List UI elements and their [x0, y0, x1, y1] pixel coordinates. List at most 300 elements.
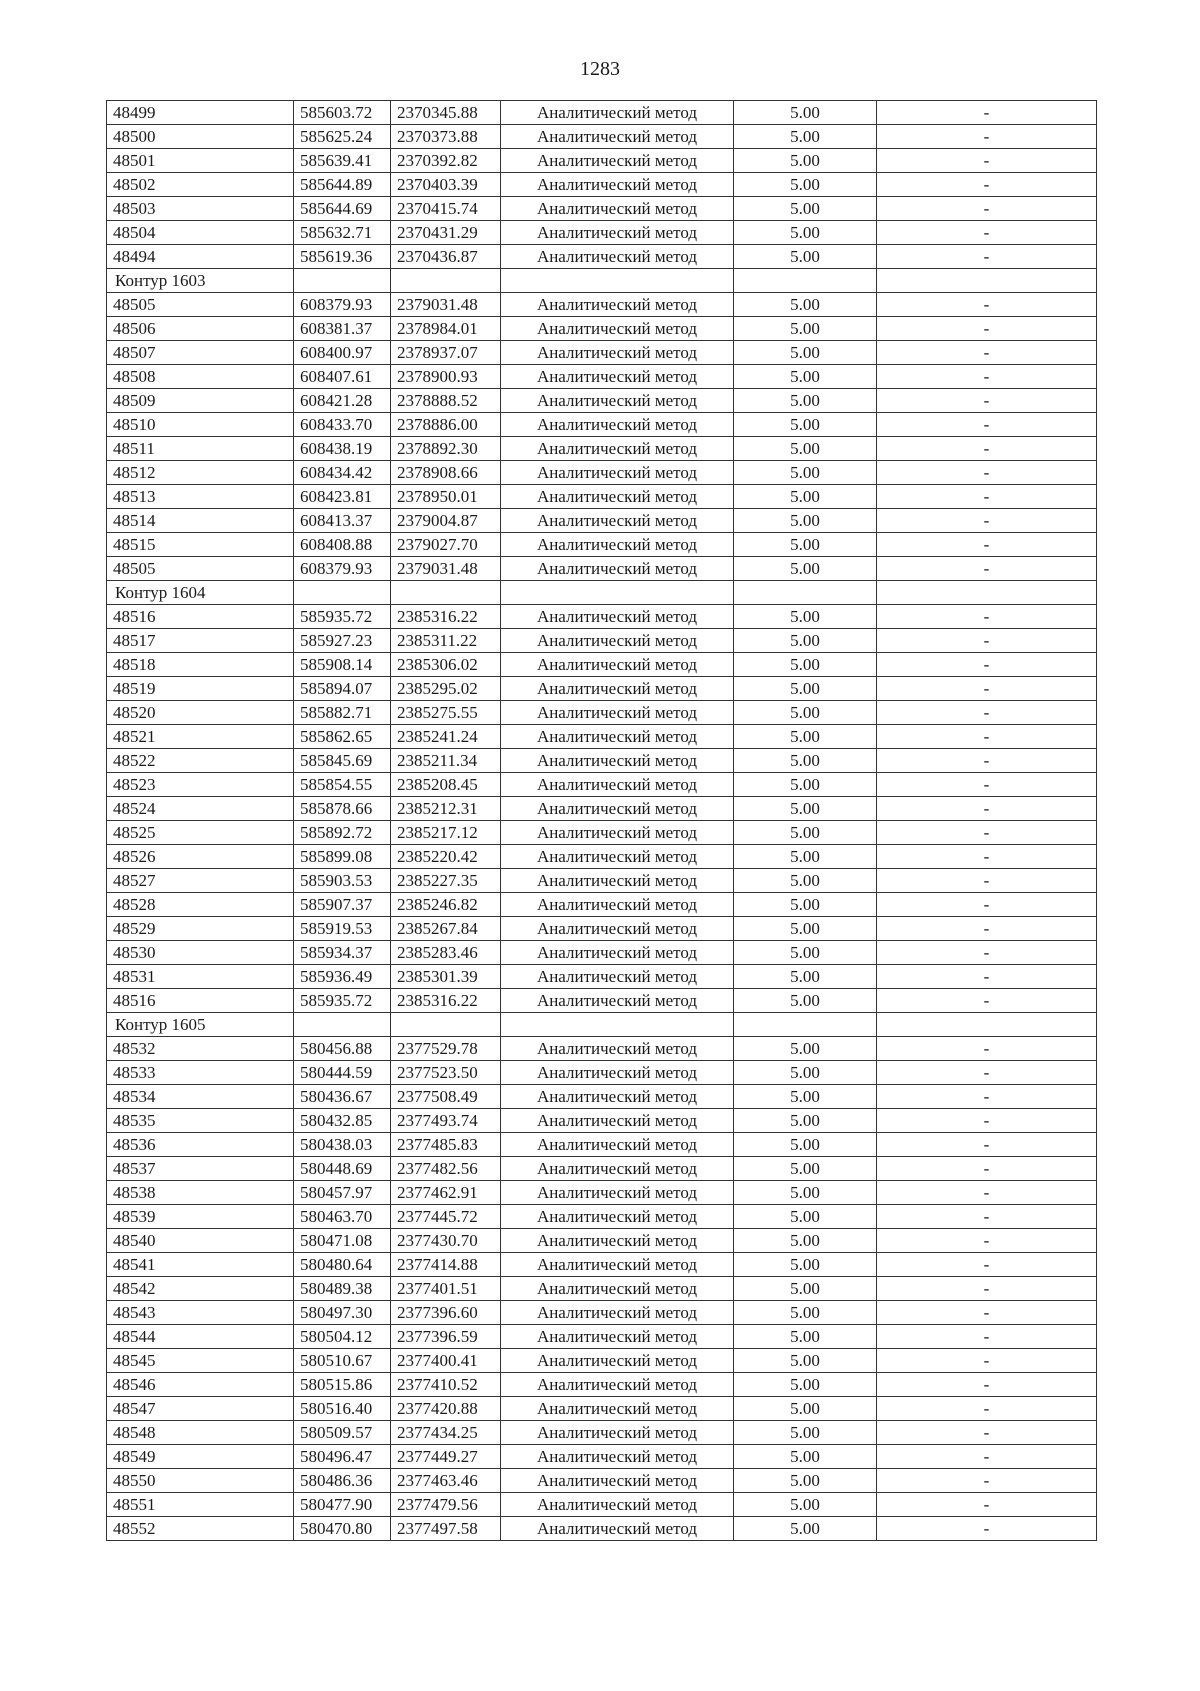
y-coordinate-cell: 2385295.02: [391, 677, 501, 701]
note-cell: -: [877, 965, 1097, 989]
y-coordinate-cell: 2370431.29: [391, 221, 501, 245]
contour-label: Контур 1605: [107, 1013, 294, 1037]
point-id-cell: 48502: [107, 173, 294, 197]
y-coordinate-cell: 2385217.12: [391, 821, 501, 845]
x-coordinate-cell: 585936.49: [294, 965, 391, 989]
point-id-cell: 48542: [107, 1277, 294, 1301]
accuracy-cell: 5.00: [734, 365, 877, 389]
note-cell: -: [877, 1445, 1097, 1469]
point-id-cell: 48529: [107, 917, 294, 941]
table-row: [107, 605, 1097, 629]
note-cell: -: [877, 845, 1097, 869]
point-id-cell: 48505: [107, 557, 294, 581]
table-row: [107, 509, 1097, 533]
accuracy-cell: 5.00: [734, 1157, 877, 1181]
x-coordinate-cell: 608381.37: [294, 317, 391, 341]
table-row: [107, 1325, 1097, 1349]
table-row: [107, 797, 1097, 821]
point-id-cell: 48516: [107, 605, 294, 629]
note-cell: -: [877, 557, 1097, 581]
accuracy-cell: 5.00: [734, 389, 877, 413]
x-coordinate-cell: 585919.53: [294, 917, 391, 941]
table-row: [107, 773, 1097, 797]
note-cell: -: [877, 149, 1097, 173]
accuracy-cell: 5.00: [734, 773, 877, 797]
note-cell: -: [877, 509, 1097, 533]
accuracy-cell: 5.00: [734, 101, 877, 125]
point-id-cell: 48526: [107, 845, 294, 869]
accuracy-cell: 5.00: [734, 1229, 877, 1253]
point-id-cell: 48511: [107, 437, 294, 461]
method-cell: Аналитический метод: [501, 821, 734, 845]
note-cell: -: [877, 1085, 1097, 1109]
table-row: [107, 845, 1097, 869]
accuracy-cell: 5.00: [734, 845, 877, 869]
method-cell: Аналитический метод: [501, 1157, 734, 1181]
empty-cell: [294, 581, 391, 605]
accuracy-cell: 5.00: [734, 1037, 877, 1061]
accuracy-cell: 5.00: [734, 1517, 877, 1541]
table-row: [107, 1517, 1097, 1541]
y-coordinate-cell: 2385311.22: [391, 629, 501, 653]
note-cell: -: [877, 677, 1097, 701]
accuracy-cell: 5.00: [734, 1085, 877, 1109]
note-cell: -: [877, 293, 1097, 317]
x-coordinate-cell: 585894.07: [294, 677, 391, 701]
y-coordinate-cell: 2377449.27: [391, 1445, 501, 1469]
y-coordinate-cell: 2378908.66: [391, 461, 501, 485]
x-coordinate-cell: 608408.88: [294, 533, 391, 557]
accuracy-cell: 5.00: [734, 245, 877, 269]
table-row: [107, 125, 1097, 149]
x-coordinate-cell: 608400.97: [294, 341, 391, 365]
point-id-cell: 48534: [107, 1085, 294, 1109]
y-coordinate-cell: 2378937.07: [391, 341, 501, 365]
x-coordinate-cell: 608407.61: [294, 365, 391, 389]
y-coordinate-cell: 2385220.42: [391, 845, 501, 869]
x-coordinate-cell: 580444.59: [294, 1061, 391, 1085]
point-id-cell: 48514: [107, 509, 294, 533]
empty-cell: [294, 1013, 391, 1037]
point-id-cell: 48536: [107, 1133, 294, 1157]
empty-cell: [501, 581, 734, 605]
y-coordinate-cell: 2377414.88: [391, 1253, 501, 1277]
note-cell: -: [877, 1277, 1097, 1301]
method-cell: Аналитический метод: [501, 173, 734, 197]
accuracy-cell: 5.00: [734, 1253, 877, 1277]
table-row: [107, 1421, 1097, 1445]
table-row: [107, 365, 1097, 389]
point-id-cell: 48507: [107, 341, 294, 365]
note-cell: -: [877, 389, 1097, 413]
note-cell: -: [877, 1133, 1097, 1157]
x-coordinate-cell: 580510.67: [294, 1349, 391, 1373]
point-id-cell: 48552: [107, 1517, 294, 1541]
empty-cell: [734, 1013, 877, 1037]
point-id-cell: 48505: [107, 293, 294, 317]
y-coordinate-cell: 2385227.35: [391, 869, 501, 893]
empty-cell: [501, 269, 734, 293]
y-coordinate-cell: 2377482.56: [391, 1157, 501, 1181]
method-cell: Аналитический метод: [501, 1037, 734, 1061]
accuracy-cell: 5.00: [734, 197, 877, 221]
contour-header-row: [107, 581, 1097, 605]
y-coordinate-cell: 2377493.74: [391, 1109, 501, 1133]
y-coordinate-cell: 2377434.25: [391, 1421, 501, 1445]
accuracy-cell: 5.00: [734, 653, 877, 677]
x-coordinate-cell: 580432.85: [294, 1109, 391, 1133]
table-row: [107, 1133, 1097, 1157]
method-cell: Аналитический метод: [501, 197, 734, 221]
point-id-cell: 48509: [107, 389, 294, 413]
x-coordinate-cell: 608379.93: [294, 557, 391, 581]
method-cell: Аналитический метод: [501, 1469, 734, 1493]
x-coordinate-cell: 580480.64: [294, 1253, 391, 1277]
table-row: [107, 941, 1097, 965]
method-cell: Аналитический метод: [501, 557, 734, 581]
empty-cell: [877, 581, 1097, 605]
y-coordinate-cell: 2385211.34: [391, 749, 501, 773]
note-cell: -: [877, 221, 1097, 245]
accuracy-cell: 5.00: [734, 965, 877, 989]
x-coordinate-cell: 585878.66: [294, 797, 391, 821]
x-coordinate-cell: 580463.70: [294, 1205, 391, 1229]
empty-cell: [391, 581, 501, 605]
y-coordinate-cell: 2377529.78: [391, 1037, 501, 1061]
accuracy-cell: 5.00: [734, 701, 877, 725]
note-cell: -: [877, 101, 1097, 125]
table-row: [107, 485, 1097, 509]
x-coordinate-cell: 580436.67: [294, 1085, 391, 1109]
x-coordinate-cell: 580457.97: [294, 1181, 391, 1205]
point-id-cell: 48550: [107, 1469, 294, 1493]
note-cell: -: [877, 605, 1097, 629]
table-row: [107, 293, 1097, 317]
note-cell: -: [877, 1397, 1097, 1421]
method-cell: Аналитический метод: [501, 365, 734, 389]
contour-header-row: [107, 269, 1097, 293]
method-cell: Аналитический метод: [501, 677, 734, 701]
method-cell: Аналитический метод: [501, 917, 734, 941]
y-coordinate-cell: 2377410.52: [391, 1373, 501, 1397]
x-coordinate-cell: 585908.14: [294, 653, 391, 677]
contour-header-row: [107, 1013, 1097, 1037]
y-coordinate-cell: 2385316.22: [391, 989, 501, 1013]
method-cell: Аналитический метод: [501, 1205, 734, 1229]
y-coordinate-cell: 2379031.48: [391, 293, 501, 317]
note-cell: -: [877, 1469, 1097, 1493]
note-cell: -: [877, 941, 1097, 965]
table-row: [107, 893, 1097, 917]
note-cell: -: [877, 125, 1097, 149]
table-body: [107, 101, 1097, 1541]
note-cell: -: [877, 341, 1097, 365]
x-coordinate-cell: 608413.37: [294, 509, 391, 533]
point-id-cell: 48546: [107, 1373, 294, 1397]
x-coordinate-cell: 580486.36: [294, 1469, 391, 1493]
point-id-cell: 48524: [107, 797, 294, 821]
x-coordinate-cell: 585639.41: [294, 149, 391, 173]
accuracy-cell: 5.00: [734, 1133, 877, 1157]
note-cell: -: [877, 1205, 1097, 1229]
method-cell: Аналитический метод: [501, 1109, 734, 1133]
table-row: [107, 677, 1097, 701]
empty-cell: [391, 269, 501, 293]
accuracy-cell: 5.00: [734, 749, 877, 773]
point-id-cell: 48503: [107, 197, 294, 221]
point-id-cell: 48525: [107, 821, 294, 845]
point-id-cell: 48519: [107, 677, 294, 701]
point-id-cell: 48527: [107, 869, 294, 893]
note-cell: -: [877, 1349, 1097, 1373]
table-row: [107, 1037, 1097, 1061]
x-coordinate-cell: 608421.28: [294, 389, 391, 413]
x-coordinate-cell: 580497.30: [294, 1301, 391, 1325]
method-cell: Аналитический метод: [501, 845, 734, 869]
y-coordinate-cell: 2377508.49: [391, 1085, 501, 1109]
point-id-cell: 48500: [107, 125, 294, 149]
table-row: [107, 989, 1097, 1013]
accuracy-cell: 5.00: [734, 557, 877, 581]
table-row: [107, 917, 1097, 941]
point-id-cell: 48499: [107, 101, 294, 125]
accuracy-cell: 5.00: [734, 677, 877, 701]
table-row: [107, 725, 1097, 749]
method-cell: Аналитический метод: [501, 701, 734, 725]
method-cell: Аналитический метод: [501, 605, 734, 629]
note-cell: -: [877, 365, 1097, 389]
point-id-cell: 48515: [107, 533, 294, 557]
method-cell: Аналитический метод: [501, 413, 734, 437]
x-coordinate-cell: 608433.70: [294, 413, 391, 437]
y-coordinate-cell: 2377523.50: [391, 1061, 501, 1085]
y-coordinate-cell: 2377479.56: [391, 1493, 501, 1517]
table-row: [107, 173, 1097, 197]
accuracy-cell: 5.00: [734, 485, 877, 509]
accuracy-cell: 5.00: [734, 989, 877, 1013]
method-cell: Аналитический метод: [501, 293, 734, 317]
accuracy-cell: 5.00: [734, 173, 877, 197]
y-coordinate-cell: 2377396.59: [391, 1325, 501, 1349]
x-coordinate-cell: 580477.90: [294, 1493, 391, 1517]
table-row: [107, 1109, 1097, 1133]
point-id-cell: 48549: [107, 1445, 294, 1469]
y-coordinate-cell: 2385241.24: [391, 725, 501, 749]
empty-cell: [501, 1013, 734, 1037]
accuracy-cell: 5.00: [734, 1493, 877, 1517]
accuracy-cell: 5.00: [734, 821, 877, 845]
table-row: [107, 413, 1097, 437]
coordinates-table: [106, 100, 1097, 1541]
y-coordinate-cell: 2370403.39: [391, 173, 501, 197]
method-cell: Аналитический метод: [501, 869, 734, 893]
method-cell: Аналитический метод: [501, 485, 734, 509]
accuracy-cell: 5.00: [734, 869, 877, 893]
method-cell: Аналитический метод: [501, 941, 734, 965]
y-coordinate-cell: 2385275.55: [391, 701, 501, 725]
accuracy-cell: 5.00: [734, 509, 877, 533]
y-coordinate-cell: 2385306.02: [391, 653, 501, 677]
method-cell: Аналитический метод: [501, 1181, 734, 1205]
y-coordinate-cell: 2385316.22: [391, 605, 501, 629]
y-coordinate-cell: 2378900.93: [391, 365, 501, 389]
note-cell: -: [877, 1061, 1097, 1085]
y-coordinate-cell: 2370436.87: [391, 245, 501, 269]
table-row: [107, 533, 1097, 557]
accuracy-cell: 5.00: [734, 1181, 877, 1205]
accuracy-cell: 5.00: [734, 1421, 877, 1445]
y-coordinate-cell: 2377396.60: [391, 1301, 501, 1325]
x-coordinate-cell: 585619.36: [294, 245, 391, 269]
point-id-cell: 48510: [107, 413, 294, 437]
note-cell: -: [877, 629, 1097, 653]
point-id-cell: 48539: [107, 1205, 294, 1229]
note-cell: -: [877, 1229, 1097, 1253]
point-id-cell: 48512: [107, 461, 294, 485]
table-row: [107, 245, 1097, 269]
method-cell: Аналитический метод: [501, 653, 734, 677]
x-coordinate-cell: 585882.71: [294, 701, 391, 725]
note-cell: -: [877, 989, 1097, 1013]
note-cell: -: [877, 893, 1097, 917]
y-coordinate-cell: 2377430.70: [391, 1229, 501, 1253]
y-coordinate-cell: 2377445.72: [391, 1205, 501, 1229]
method-cell: Аналитический метод: [501, 1397, 734, 1421]
method-cell: Аналитический метод: [501, 1325, 734, 1349]
x-coordinate-cell: 608434.42: [294, 461, 391, 485]
note-cell: -: [877, 485, 1097, 509]
note-cell: -: [877, 917, 1097, 941]
point-id-cell: 48540: [107, 1229, 294, 1253]
note-cell: -: [877, 797, 1097, 821]
y-coordinate-cell: 2379027.70: [391, 533, 501, 557]
accuracy-cell: 5.00: [734, 1205, 877, 1229]
method-cell: Аналитический метод: [501, 1301, 734, 1325]
note-cell: -: [877, 1109, 1097, 1133]
note-cell: -: [877, 413, 1097, 437]
table-row: [107, 149, 1097, 173]
table-row: [107, 869, 1097, 893]
point-id-cell: 48518: [107, 653, 294, 677]
point-id-cell: 48538: [107, 1181, 294, 1205]
method-cell: Аналитический метод: [501, 509, 734, 533]
point-id-cell: 48522: [107, 749, 294, 773]
x-coordinate-cell: 580448.69: [294, 1157, 391, 1181]
point-id-cell: 48532: [107, 1037, 294, 1061]
point-id-cell: 48520: [107, 701, 294, 725]
y-coordinate-cell: 2385283.46: [391, 941, 501, 965]
x-coordinate-cell: 580489.38: [294, 1277, 391, 1301]
note-cell: -: [877, 653, 1097, 677]
accuracy-cell: 5.00: [734, 1301, 877, 1325]
x-coordinate-cell: 608438.19: [294, 437, 391, 461]
note-cell: -: [877, 317, 1097, 341]
table-row: [107, 1205, 1097, 1229]
accuracy-cell: 5.00: [734, 1277, 877, 1301]
accuracy-cell: 5.00: [734, 413, 877, 437]
point-id-cell: 48547: [107, 1397, 294, 1421]
x-coordinate-cell: 585892.72: [294, 821, 391, 845]
y-coordinate-cell: 2378886.00: [391, 413, 501, 437]
table-row: [107, 1157, 1097, 1181]
accuracy-cell: 5.00: [734, 1109, 877, 1133]
accuracy-cell: 5.00: [734, 1397, 877, 1421]
method-cell: Аналитический метод: [501, 1085, 734, 1109]
point-id-cell: 48533: [107, 1061, 294, 1085]
table-row: [107, 197, 1097, 221]
empty-cell: [734, 581, 877, 605]
table-row: [107, 1181, 1097, 1205]
method-cell: Аналитический метод: [501, 221, 734, 245]
y-coordinate-cell: 2377400.41: [391, 1349, 501, 1373]
y-coordinate-cell: 2378950.01: [391, 485, 501, 509]
y-coordinate-cell: 2370392.82: [391, 149, 501, 173]
x-coordinate-cell: 585845.69: [294, 749, 391, 773]
note-cell: -: [877, 701, 1097, 725]
x-coordinate-cell: 585903.53: [294, 869, 391, 893]
method-cell: Аналитический метод: [501, 1349, 734, 1373]
y-coordinate-cell: 2378892.30: [391, 437, 501, 461]
table-row: [107, 461, 1097, 485]
method-cell: Аналитический метод: [501, 1277, 734, 1301]
point-id-cell: 48523: [107, 773, 294, 797]
note-cell: -: [877, 1037, 1097, 1061]
x-coordinate-cell: 585644.69: [294, 197, 391, 221]
x-coordinate-cell: 585862.65: [294, 725, 391, 749]
note-cell: -: [877, 749, 1097, 773]
point-id-cell: 48537: [107, 1157, 294, 1181]
accuracy-cell: 5.00: [734, 1469, 877, 1493]
table-row: [107, 1229, 1097, 1253]
method-cell: Аналитический метод: [501, 965, 734, 989]
point-id-cell: 48504: [107, 221, 294, 245]
accuracy-cell: 5.00: [734, 1325, 877, 1349]
x-coordinate-cell: 585603.72: [294, 101, 391, 125]
empty-cell: [391, 1013, 501, 1037]
table-row: [107, 1469, 1097, 1493]
table-row: [107, 749, 1097, 773]
method-cell: Аналитический метод: [501, 725, 734, 749]
y-coordinate-cell: 2385212.31: [391, 797, 501, 821]
contour-label: Контур 1604: [107, 581, 294, 605]
table-row: [107, 101, 1097, 125]
x-coordinate-cell: 585934.37: [294, 941, 391, 965]
table-row: [107, 1397, 1097, 1421]
y-coordinate-cell: 2385246.82: [391, 893, 501, 917]
x-coordinate-cell: 608379.93: [294, 293, 391, 317]
x-coordinate-cell: 585644.89: [294, 173, 391, 197]
y-coordinate-cell: 2370415.74: [391, 197, 501, 221]
method-cell: Аналитический метод: [501, 1133, 734, 1157]
accuracy-cell: 5.00: [734, 941, 877, 965]
accuracy-cell: 5.00: [734, 893, 877, 917]
table-row: [107, 653, 1097, 677]
contour-label: Контур 1603: [107, 269, 294, 293]
point-id-cell: 48543: [107, 1301, 294, 1325]
method-cell: Аналитический метод: [501, 1373, 734, 1397]
accuracy-cell: 5.00: [734, 1373, 877, 1397]
method-cell: Аналитический метод: [501, 101, 734, 125]
method-cell: Аналитический метод: [501, 773, 734, 797]
table-row: [107, 1445, 1097, 1469]
table-row: [107, 341, 1097, 365]
method-cell: Аналитический метод: [501, 317, 734, 341]
coordinates-sheet: [106, 100, 1096, 1541]
note-cell: -: [877, 1301, 1097, 1325]
point-id-cell: 48551: [107, 1493, 294, 1517]
x-coordinate-cell: 585854.55: [294, 773, 391, 797]
table-row: [107, 821, 1097, 845]
